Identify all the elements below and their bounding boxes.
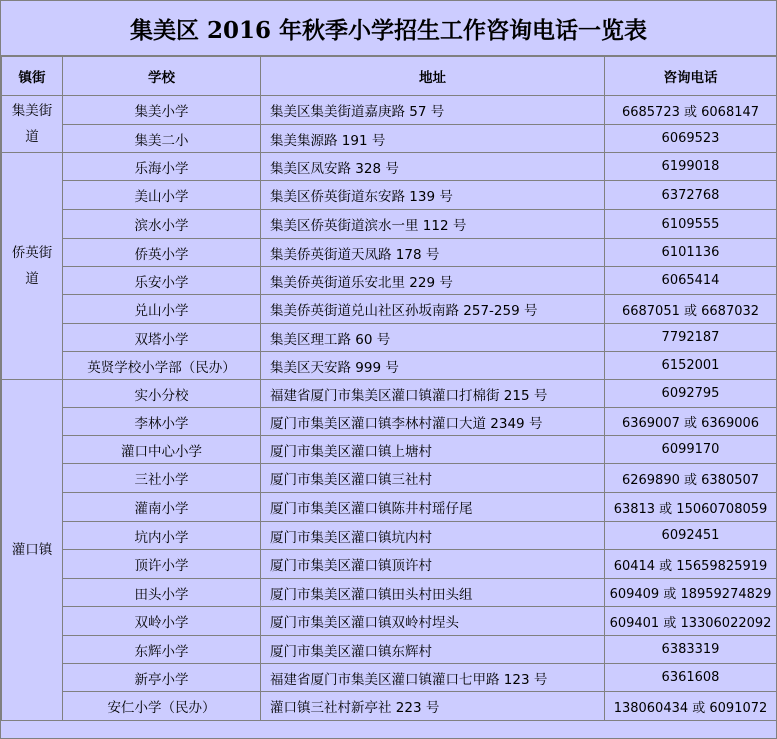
table-row [2,607,777,636]
table-row [2,153,777,181]
address-cell: 灌口镇三社村新亭社 223 号 [261,692,605,721]
address-cell: 集美侨英街道兑山社区孙坂南路 257-259 号 [261,295,605,324]
address-cell: 集美区凤安路 328 号 [261,153,605,181]
table-row [2,239,777,267]
address-cell: 集美侨英街道天凤路 178 号 [261,239,605,267]
address-cell: 集美区侨英街道东安路 139 号 [261,181,605,210]
school-cell: 双岭小学 [63,607,261,636]
school-cell: 李林小学 [63,408,261,436]
header-town: 镇街 [2,57,63,96]
phone-cell: 609401 或 13306022092 [605,607,777,636]
table-row [2,664,777,692]
phone-cell: 6065414 [605,267,777,295]
address-cell: 集美侨英街道乐安北里 229 号 [261,267,605,295]
table-title: 集美区 2016 年秋季小学招生工作咨询电话一览表 [1,1,776,56]
header-phone: 咨询电话 [605,57,777,96]
address-cell: 集美区侨英街道滨水一里 112 号 [261,210,605,239]
table-row [2,267,777,295]
enrollment-table [1,56,777,721]
address-cell: 厦门市集美区灌口镇顶许村 [261,550,605,579]
phone-cell: 60414 或 15659825919 [605,550,777,579]
school-cell: 英贤学校小学部（民办） [63,352,261,380]
header-row [2,57,777,96]
table-row [2,522,777,550]
phone-cell: 6101136 [605,239,777,267]
school-cell: 滨水小学 [63,210,261,239]
school-cell: 乐海小学 [63,153,261,181]
school-cell: 东辉小学 [63,636,261,664]
phone-cell: 609409 或 18959274829 [605,579,777,607]
phone-cell: 7792187 [605,324,777,352]
address-cell: 厦门市集美区灌口镇上塘村 [261,436,605,464]
header-address: 地址 [261,57,605,96]
address-cell: 厦门市集美区灌口镇田头村田头组 [261,579,605,607]
table-row [2,380,777,408]
phone-cell: 6383319 [605,636,777,664]
table-row [2,352,777,380]
phone-cell: 6109555 [605,210,777,239]
table-row [2,408,777,436]
phone-cell: 6092451 [605,522,777,550]
school-cell: 新亭小学 [63,664,261,692]
school-cell: 坑内小学 [63,522,261,550]
town-cell: 灌口镇 [2,380,63,721]
address-cell: 厦门市集美区灌口镇双岭村埕头 [261,607,605,636]
school-cell: 实小分校 [63,380,261,408]
table-row [2,493,777,522]
phone-cell: 6099170 [605,436,777,464]
school-cell: 灌南小学 [63,493,261,522]
town-cell: 侨英街道 [2,153,63,380]
phone-cell: 6092795 [605,380,777,408]
table-row [2,295,777,324]
table-row [2,579,777,607]
table-row [2,125,777,153]
phone-cell: 63813 或 15060708059 [605,493,777,522]
table-row [2,636,777,664]
phone-cell: 6361608 [605,664,777,692]
phone-cell: 6069523 [605,125,777,153]
phone-cell: 6369007 或 6369006 [605,408,777,436]
school-cell: 集美小学 [63,96,261,125]
table-body [2,96,777,721]
phone-cell: 6687051 或 6687032 [605,295,777,324]
school-cell: 顶许小学 [63,550,261,579]
address-cell: 厦门市集美区灌口镇坑内村 [261,522,605,550]
table-row [2,181,777,210]
phone-cell: 6685723 或 6068147 [605,96,777,125]
address-cell: 厦门市集美区灌口镇三社村 [261,464,605,493]
phone-cell: 6372768 [605,181,777,210]
school-cell: 三社小学 [63,464,261,493]
address-cell: 厦门市集美区灌口镇东辉村 [261,636,605,664]
phone-cell: 138060434 或 6091072 [605,692,777,721]
table-row [2,324,777,352]
school-cell: 灌口中心小学 [63,436,261,464]
address-cell: 集美集源路 191 号 [261,125,605,153]
table-row [2,436,777,464]
table-row [2,692,777,721]
school-cell: 双塔小学 [63,324,261,352]
address-cell: 福建省厦门市集美区灌口镇灌口七甲路 123 号 [261,664,605,692]
address-cell: 福建省厦门市集美区灌口镇灌口打棉街 215 号 [261,380,605,408]
school-cell: 侨英小学 [63,239,261,267]
header-school: 学校 [63,57,261,96]
address-cell: 集美区天安路 999 号 [261,352,605,380]
table-row [2,550,777,579]
table-row [2,464,777,493]
address-cell: 集美区集美街道嘉庚路 57 号 [261,96,605,125]
table-row [2,210,777,239]
address-cell: 厦门市集美区灌口镇陈井村瑶仔尾 [261,493,605,522]
school-cell: 美山小学 [63,181,261,210]
phone-cell: 6152001 [605,352,777,380]
phone-cell: 6199018 [605,153,777,181]
school-cell: 兑山小学 [63,295,261,324]
address-cell: 集美区理工路 60 号 [261,324,605,352]
table-row [2,96,777,125]
phone-cell: 6269890 或 6380507 [605,464,777,493]
school-cell: 乐安小学 [63,267,261,295]
school-cell: 安仁小学（民办） [63,692,261,721]
school-cell: 田头小学 [63,579,261,607]
school-cell: 集美二小 [63,125,261,153]
address-cell: 厦门市集美区灌口镇李林村灌口大道 2349 号 [261,408,605,436]
town-cell: 集美街道 [2,96,63,153]
